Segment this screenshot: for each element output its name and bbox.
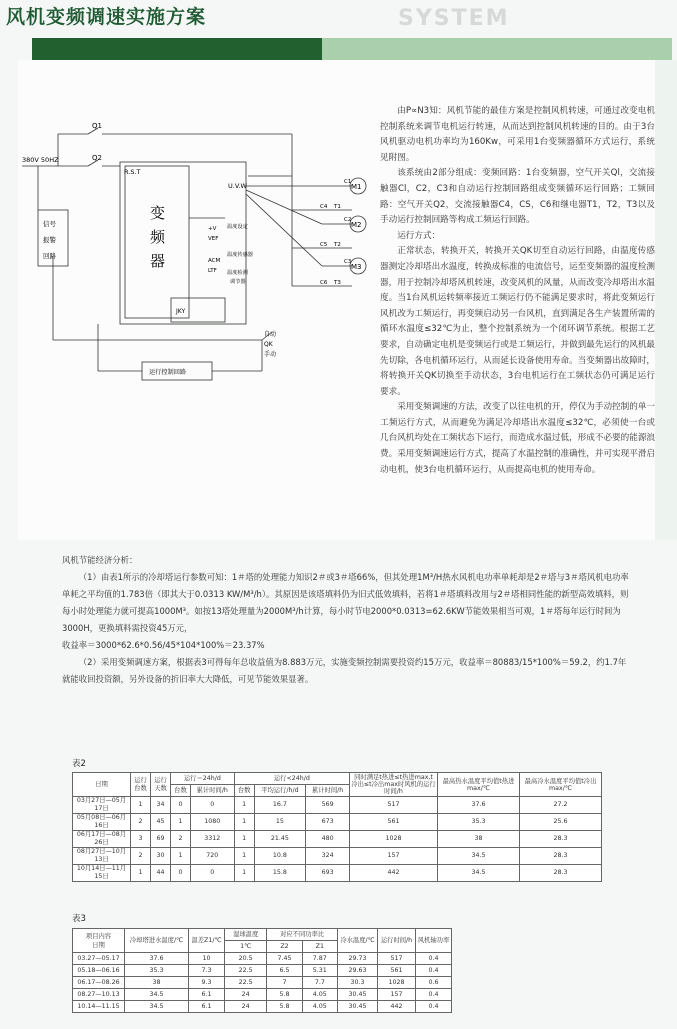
table-cell: 30.3	[338, 977, 378, 989]
table-cell: 0	[171, 797, 191, 814]
table-cell: 34.5	[125, 1001, 189, 1013]
table-cell: 1	[171, 814, 191, 831]
table-cell: 34.5	[125, 989, 189, 1001]
vef-label: VEF	[208, 236, 219, 242]
table-cell: 0	[190, 865, 234, 882]
table-cell: 157	[378, 989, 416, 1001]
v-top-label: +V	[208, 226, 217, 232]
table-cell: 10.8	[254, 848, 306, 865]
temp-set-label: 温度设定	[227, 224, 248, 230]
table-cell: 517	[350, 797, 438, 814]
table-cell: 24	[225, 989, 267, 1001]
table-cell: 10	[189, 953, 225, 965]
article-text	[380, 104, 655, 478]
table-cell: 34.5	[438, 848, 520, 865]
table-cell: 44	[151, 865, 171, 882]
table-cell: 442	[378, 1001, 416, 1013]
table-cell: 569	[306, 797, 350, 814]
table-cell: 0.6	[416, 977, 452, 989]
watermark-text: SYSTEM	[398, 6, 510, 31]
table-header: 运行台数	[131, 773, 151, 797]
table-cell: 0.4	[416, 989, 452, 1001]
table-cell: 16.7	[254, 797, 306, 814]
table-row	[73, 814, 602, 831]
table-cell: 157	[350, 848, 438, 865]
table-cell: 4.05	[302, 1001, 337, 1013]
economic-heading: 风机节能经济分析：	[62, 555, 138, 565]
table2-caption: 表2	[72, 759, 86, 769]
manual-label: 手动	[264, 351, 277, 358]
table-cell: 561	[350, 814, 438, 831]
economic-analysis	[62, 552, 632, 688]
table-cell: 06.17—08.26	[73, 977, 125, 989]
temp-detect-label-1: 温度检测	[227, 270, 248, 276]
economic-paragraph-1: （1）由表1所示的冷却塔运行参数可知：1＃塔的处理能力知识2＃或3＃塔66%，但其处理1M³/H热水风机电功率单耗却是2＃塔与3＃塔风机电功率单耗之平均值的1.783倍（即其大于0.0313 KW/M³/h）。其原因是该塔填料仍为旧式低效填料，若将1＃塔填料改用与2＃塔相同性能的新型高效填料，则每小时处理能力就可提高1000M³。如按13塔处理量为2000M³/h计算，每小时节电2000*0.0313=62.6KW节能效果相当可观，1＃塔每年运行时间为3000H，更换填料需投资45万元，	[62, 572, 629, 633]
table-cell: 28.3	[520, 831, 602, 848]
table-header: 台数	[234, 785, 254, 797]
table-cell: 05月08日—06月16日	[73, 814, 131, 831]
article-paragraph: 运行方式：	[397, 230, 441, 241]
table-cell: 7.7	[302, 977, 337, 989]
table-cell: 22.5	[225, 965, 267, 977]
table-header: 运行时间/h	[378, 929, 416, 953]
table-cell: 7.87	[302, 953, 337, 965]
c5-label: C5	[320, 242, 328, 248]
table-cell: 1	[234, 814, 254, 831]
table-header: 最高热水温度平均值t热进max/℃	[438, 773, 520, 797]
table-cell: 1	[234, 848, 254, 865]
table-cell: 34.5	[438, 865, 520, 882]
ltf-label: LTF	[208, 268, 217, 274]
table-cell: 9.3	[189, 977, 225, 989]
table-cell: 37.6	[125, 953, 189, 965]
auto-label: 自动	[264, 331, 277, 338]
page-title: 风机变频调速实施方案	[6, 6, 207, 28]
table-cell: 5.8	[267, 989, 302, 1001]
header-band-dark	[32, 38, 322, 60]
table-header: 冷水温度/℃	[338, 929, 378, 953]
temp-sensor-label: 温度传感器	[227, 252, 253, 258]
table-cell: 3	[131, 831, 151, 848]
temp-detect-label-2: 调节器	[230, 279, 246, 285]
table-cell: 24	[225, 1001, 267, 1013]
table-cell: 1028	[378, 977, 416, 989]
table-row	[73, 965, 452, 977]
table-cell: 28.3	[520, 848, 602, 865]
table-cell: 0.4	[416, 953, 452, 965]
inverter-char-2: 频	[150, 228, 166, 246]
table-cell: 4.05	[302, 989, 337, 1001]
table-header: 温差Z1/℃	[189, 929, 225, 953]
table-cell: 27.2	[520, 797, 602, 814]
table-cell: 22.5	[225, 977, 267, 989]
table-row	[73, 797, 602, 814]
table-cell: 5.31	[302, 965, 337, 977]
table-header: 1℃	[225, 941, 267, 953]
c3-label: C3	[344, 259, 352, 265]
table-cell: 20.5	[225, 953, 267, 965]
table-row	[73, 989, 452, 1001]
table-cell: 324	[306, 848, 350, 865]
table-cell: 0	[190, 797, 234, 814]
table-cell: 693	[306, 865, 350, 882]
table-cell: 6.1	[189, 989, 225, 1001]
table-cell: 561	[378, 965, 416, 977]
table-cell: 1028	[350, 831, 438, 848]
uvw-label: U.V.W	[228, 182, 247, 190]
table-header: Z1	[302, 941, 337, 953]
table-cell: 6.5	[267, 965, 302, 977]
table-cell: 45	[151, 814, 171, 831]
table-row	[73, 953, 452, 965]
inverter-char-1: 变	[150, 204, 166, 222]
table-header-item: 项目内容	[85, 932, 112, 940]
table-cell: 15.8	[254, 865, 306, 882]
table-header: 湿球温度	[225, 929, 267, 941]
c4-label: C4	[320, 204, 328, 210]
table-header-date: 日期	[92, 941, 105, 949]
article-paragraph: 正常状态，转换开关，转换开关QK切至自动运行回路，由温度传感器测定冷却塔出水温度，转换成标准的电流信号，运至变频器的温度检测器，用于控制冷却塔风机转速，改变风机的风量，从而改变冷却塔出水温度。当1台风机运转频率接近工频运行仍不能满足要求时，将此变频运行风机改为工频运行，再变频启动另一台风机，直到满足各生产装置所需的循环水温度≤32℃为止，整个控制系统为一个闭环调节系统。根据工艺要求，自动确定电机是变频运行或是工频运行，并做到最先运行的风机最先切除，各电机循环运行，从而延长设备使用寿命。当变频器出故障时，将转换开关QK切换至手动状态，3台电机运行在工频状态仍可满足运行要求。	[380, 246, 656, 397]
table-cell: 38	[125, 977, 189, 989]
c1-label: C1	[344, 179, 352, 185]
table-cell: 6.1	[189, 1001, 225, 1013]
table-header: 累计时间/h	[190, 785, 234, 797]
t2-label: T2	[334, 242, 341, 248]
table-cell: 05.18—06.16	[73, 965, 125, 977]
c6-label: C6	[320, 280, 328, 286]
table-cell: 69	[151, 831, 171, 848]
table-cell: 5.8	[267, 1001, 302, 1013]
article-paragraph: 该系统由2部分组成：变频回路：1台变频器，空气开关Ql，交流接触器Cl，C2，C3和自动运行控制回路组成变频循环运行回路；工频回路：空气开关Q2，交流接触器C4，CS，C6和继电器T1，T2，T3以及手动运行控制回路等构成工频运行回路。	[380, 168, 655, 226]
side-bar	[655, 60, 677, 540]
t3-label: T3	[334, 280, 341, 286]
table-cell: 29.63	[338, 965, 378, 977]
q1-label: Q1	[92, 122, 102, 130]
table-cell: 35.3	[125, 965, 189, 977]
article-paragraph: 采用变频调速的方法，改变了以往电机的开，停仅为手动控制的单一工频运行方式，从而避免为满足冷却塔出水温度≤32℃，必须使一台或几台风机均处在工频状态下运行，而造成水温过低，形成不必要的能源浪费。采用变频调速运行方式，提高了水温控制的准确性，并可实现平滑启动电机，使3台电机循环运行，从而提高电机的使用寿命。	[380, 402, 656, 475]
table-row	[73, 977, 452, 989]
table-cell: 0	[171, 865, 191, 882]
table-cell: 37.6	[438, 797, 520, 814]
economic-paragraph-2: （2）采用变频调速方案，根据表3可得每年总收益值为8.883万元，实施变频控制需要投资约15万元，收益率＝80883/15*100%＝59.2，约1.7年就能收回投资额，另外设备的折旧率大大降低，可见节能效果显著。	[62, 657, 627, 684]
table-cell: 25.6	[520, 814, 602, 831]
article-paragraph: 由P∝N3知：风机节能的最佳方案是控制风机转速，可通过改变电机控制系统来调节电机运行转速，从而达到控制风机转速的目的。由于3台风机驱动电机功率均为160Kw，可采用1台变频器循环方式运行，系统见附图。	[380, 106, 655, 163]
table-cell: 29.73	[338, 953, 378, 965]
circuit-diagram	[22, 118, 377, 398]
table-header: 运行＝24h/d	[171, 773, 235, 785]
table-cell: 1	[131, 865, 151, 882]
q2-label: Q2	[92, 154, 102, 162]
control-loop-label: 运行控制回路	[149, 369, 187, 376]
table-cell: 7.45	[267, 953, 302, 965]
table-cell: 10.14—11.15	[73, 1001, 125, 1013]
m3-label: M3	[351, 263, 362, 271]
table-cell: 08.27—10.13	[73, 989, 125, 1001]
c2-label: C2	[344, 217, 352, 223]
table-header	[73, 929, 125, 953]
signal-box-line-1: 信号	[43, 220, 56, 228]
m2-label: M2	[351, 221, 362, 229]
table-header: Z2	[267, 941, 302, 953]
table-cell: 0.4	[416, 1001, 452, 1013]
table-cell: 35.3	[438, 814, 520, 831]
table-header: 最高冷水温度平均值t冷出max/℃	[520, 773, 602, 797]
table-row	[73, 831, 602, 848]
table-cell: 720	[190, 848, 234, 865]
table-cell: 10月14日—11月15日	[73, 865, 131, 882]
table-header: 冷却塔进水温度/℃	[125, 929, 189, 953]
economic-formula: 收益率＝3000*62.6*0.56/45*104*100%＝23.37%	[62, 640, 265, 650]
table-cell: 30	[151, 848, 171, 865]
table-cell: 1	[234, 831, 254, 848]
inverter-char-3: 器	[150, 252, 166, 270]
supply-label: 380V 50HZ	[22, 156, 59, 164]
table-cell: 442	[350, 865, 438, 882]
m1-label: M1	[351, 183, 362, 191]
table-row	[73, 865, 602, 882]
table-cell: 06月17日—08月26日	[73, 831, 131, 848]
table-header: 日期	[73, 773, 131, 797]
table-cell: 38	[438, 831, 520, 848]
rst-label: R.S.T	[124, 168, 141, 176]
table-cell: 28.3	[520, 865, 602, 882]
table-cell: 15	[254, 814, 306, 831]
table-header: 运行天数	[151, 773, 171, 797]
table-row	[73, 848, 602, 865]
jky-label: JKY	[176, 308, 186, 315]
table-cell: 30.45	[338, 989, 378, 1001]
table-cell: 1	[171, 848, 191, 865]
header-band-light	[322, 38, 672, 60]
acm-label: ACM	[208, 258, 221, 264]
table-header: 运行<24h/d	[234, 773, 349, 785]
table3	[72, 928, 452, 1013]
t1-label: T1	[334, 204, 341, 210]
table-cell: 03.27—05.17	[73, 953, 125, 965]
table-header: 同时满足t热进≤t热进max,t冷出≤t冷出max时风机的运行时间/h	[351, 774, 436, 795]
table-cell: 03月27日—05月17日	[73, 797, 131, 814]
table-cell: 08月27日—10月13日	[73, 848, 131, 865]
table-header: 对应不同功率比	[267, 929, 338, 941]
table-header: 风机轴功率	[416, 929, 452, 953]
table-header: 平均运行/h/d	[254, 785, 306, 797]
table-cell: 1	[234, 797, 254, 814]
table-cell: 480	[306, 831, 350, 848]
signal-box-line-2: 报警	[43, 236, 56, 244]
table-cell: 1	[131, 797, 151, 814]
table-cell: 1	[234, 865, 254, 882]
table-cell: 7.3	[189, 965, 225, 977]
table-cell: 3312	[190, 831, 234, 848]
table3-caption: 表3	[72, 914, 86, 924]
qk-label: QK	[264, 341, 273, 348]
table-cell: 21.45	[254, 831, 306, 848]
table-cell: 30.45	[338, 1001, 378, 1013]
table-cell: 2	[131, 848, 151, 865]
table-cell: 2	[131, 814, 151, 831]
table-header: 台数	[171, 785, 191, 797]
table-cell: 673	[306, 814, 350, 831]
table-cell: 2	[171, 831, 191, 848]
table-cell: 1080	[190, 814, 234, 831]
table2	[72, 772, 602, 882]
table-header: 累计时间/h	[306, 785, 350, 797]
table-cell: 517	[378, 953, 416, 965]
table-row	[73, 1001, 452, 1013]
signal-box-line-3: 回路	[43, 252, 56, 260]
table-cell: 0.4	[416, 965, 452, 977]
table-cell: 34	[151, 797, 171, 814]
table-cell: 7	[267, 977, 302, 989]
